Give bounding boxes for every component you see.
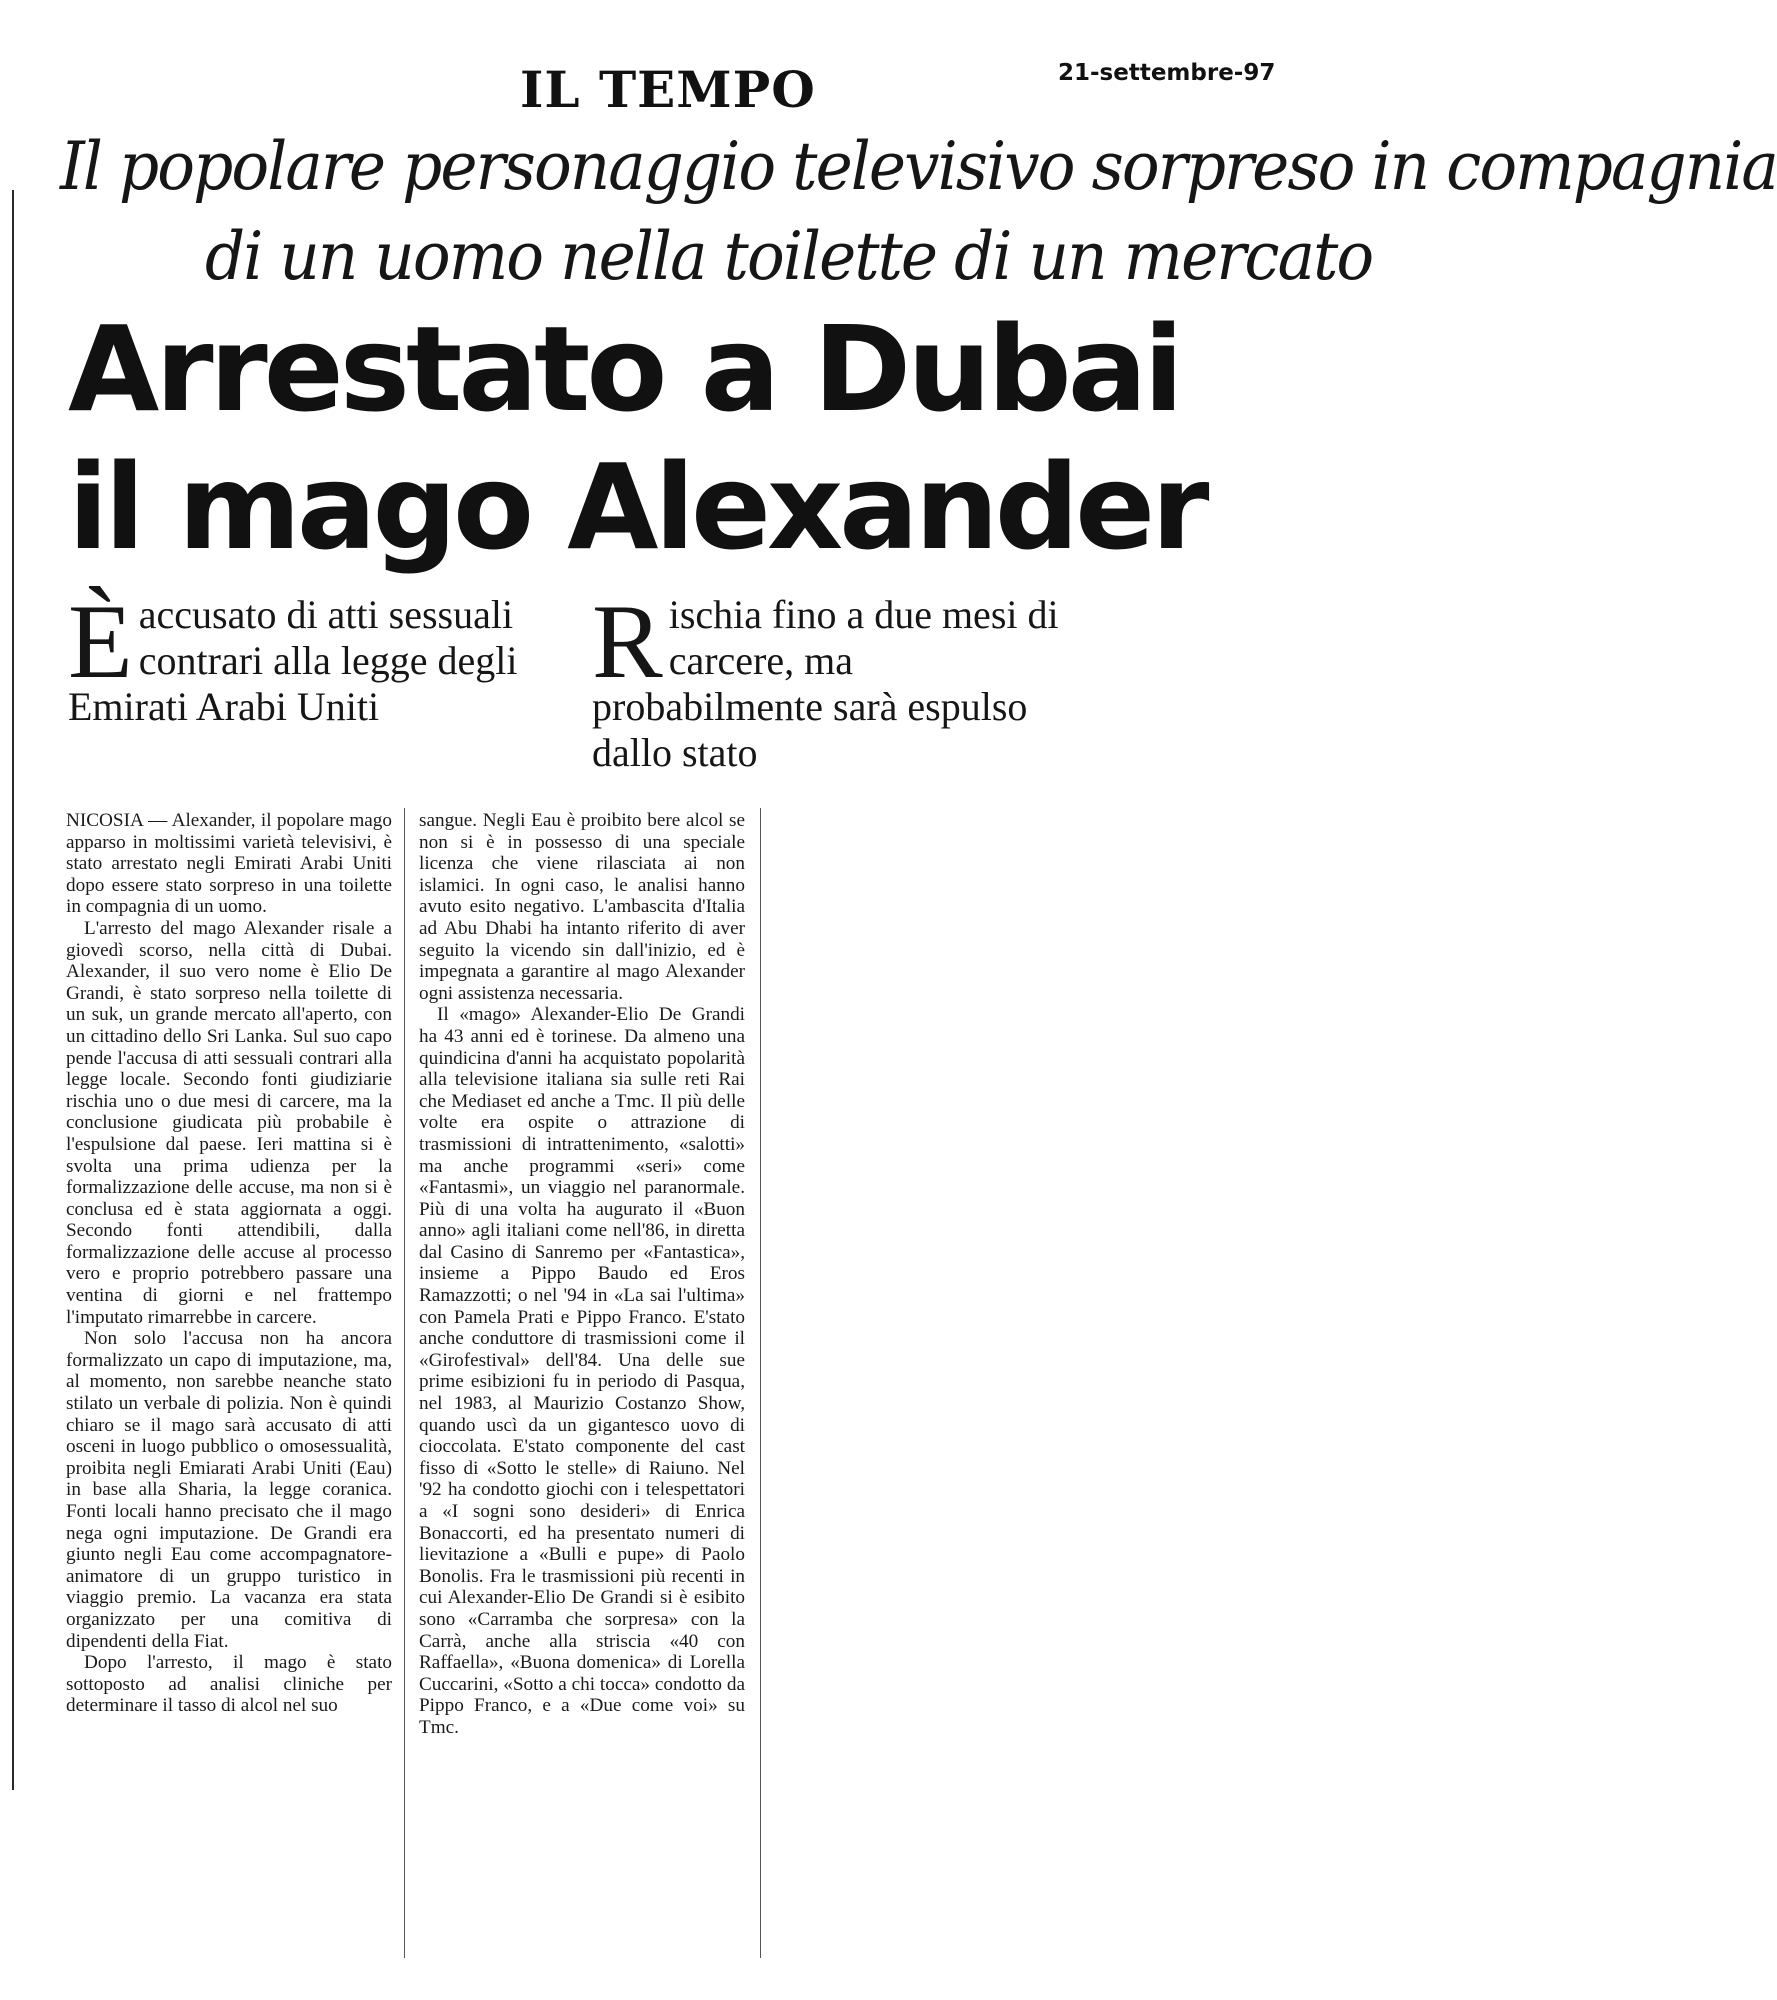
newspaper-masthead: IL TEMPO bbox=[520, 60, 816, 119]
publication-date: 21-settembre-97 bbox=[1058, 60, 1276, 86]
headline-line-2: il mago Alexander bbox=[68, 438, 1206, 576]
body-column-right bbox=[419, 810, 745, 1739]
column-divider-right bbox=[760, 808, 761, 1958]
paragraph: NICOSIA — Alexander, il popolare mago apparso in moltissimi varietà televisivi, è stato arrestato negli Emirati Arabi Uniti dopo essere stato sorpreso in una toilette in compagnia di un uomo. bbox=[66, 810, 392, 918]
paragraph: Il «mago» Alexander-Elio De Grandi ha 43 anni ed è torinese. Da almeno una quindicina d'anni ha acquistato popolarità alla televisione italiana sia sulle reti Rai che Mediaset ed anche a Tmc. Il più delle volte era ospite o attrazione di trasmissioni di intrattenimento, «salotti» ma anche programmi «seri» come «Fantasmi», un viaggio nel paranormale. Più di una volta ha augurato il «Buon anno» agli italiani come nell'86, in diretta dal Casino di Sanremo per «Fantastica», insieme a Pippo Baudo ed Eros Ramazzotti; o nel '94 in «La sai l'ultima» con Pamela Prati e Pippo Franco. E'stato anche conduttore di trasmissioni come il «Girofestival» dell'84. Una delle sue prime esibizioni fu in periodo di Pasqua, nel 1983, al Maurizio Costanzo Show, quando uscì da un gigantesco uovo di cioccolata. E'stato componente del cast fisso di «Sotto le stelle» di Raiuno. Nel '92 ha condotto giochi con i telespettatori a «I sogni sono desideri» di Enrica Bonaccorti, ed ha presentato numeri di lievitazione a «Bulli e pupe» di Paolo Bonolis. Fra le trasmissioni più recenti in cui Alexander-Elio De Grandi si è esibito sono «Carramba che sorpresa» con la Carrà, anche alla striscia «40 con Raffaella», «Buona domenica» di Lorella Cuccarini, «Sotto a chi tocca» condotto da Pippo Franco, e a «Due come voi» su Tmc. bbox=[419, 1004, 745, 1738]
deck-left bbox=[68, 583, 568, 730]
deck-right bbox=[592, 583, 1092, 776]
paragraph: sangue. Negli Eau è proibito bere alcol se non si è in possesso di una speciale licenza che viene rilasciata ai non islamici. In ogni caso, le analisi hanno avuto esito negativo. L'ambascita d'Italia ad Abu Dhabi ha intanto riferito di aver seguito la vicendo sin dall'inizio, ed è impegnata a garantire al mago Alexander ogni assistenza necessaria. bbox=[419, 810, 745, 1004]
deck-left-dropcap: È bbox=[68, 583, 133, 700]
column-divider bbox=[404, 808, 405, 1958]
body-column-left bbox=[66, 810, 392, 1717]
kicker-line-1: Il popolare personaggio televisivo sorpreso in compagnia bbox=[60, 128, 1777, 205]
deck-left-text: accusato di atti sessuali contrari alla legge degli Emirati Arabi Uniti bbox=[68, 592, 518, 729]
paragraph: Non solo l'accusa non ha ancora formalizzato un capo di imputazione, ma, al momento, non sarebbe neanche stato stilato un verbale di polizia. Non è quindi chiaro se il mago sarà accusato di atti osceni in luogo pubblico o omosessualità, proibita negli Emiarati Arabi Uniti (Eau) in base alla Sharia, la legge coranica. Fonti locali hanno precisato che il mago nega ogni imputazione. De Grandi era giunto negli Eau come accompagnatore-animatore di un gruppo turistico in viaggio premio. La vacanza era stata organizzato per una comitiva di dipendenti della Fiat. bbox=[66, 1328, 392, 1652]
paragraph: L'arresto del mago Alexander risale a giovedì scorso, nella città di Dubai. Alexander, il suo vero nome è Elio De Grandi, è stato sorpreso nella toilette di un suk, un grande mercato all'aperto, con un cittadino dello Sri Lanka. Sul suo capo pende l'accusa di atti sessuali contrari alla legge locale. Secondo fonti giudiziarie rischia uno o due mesi di carcere, ma la conclusione giudicata più probabile è l'espulsione dal paese. Ieri mattina si è svolta una prima udienza per la formalizzazione delle accuse, ma non si è conclusa ed è stata aggiornata a oggi. Secondo fonti attendibili, dalla formalizzazione delle accuse al processo vero e proprio potrebbero passare una ventina di giorni e nel frattempo l'imputato rimarrebbe in carcere. bbox=[66, 917, 392, 1328]
deck-right-dropcap: R bbox=[592, 583, 663, 700]
kicker-line-2: di un uomo nella toilette di un mercato bbox=[205, 218, 1373, 295]
paragraph: Dopo l'arresto, il mago è stato sottoposto ad analisi cliniche per determinare il tasso di alcol nel suo bbox=[66, 1652, 392, 1717]
left-margin-rule bbox=[12, 190, 14, 1790]
headline-line-1: Arrestato a Dubai bbox=[68, 300, 1180, 438]
deck-right-text: ischia fino a due mesi di carcere, ma probabilmente sarà espulso dallo stato bbox=[592, 592, 1059, 775]
